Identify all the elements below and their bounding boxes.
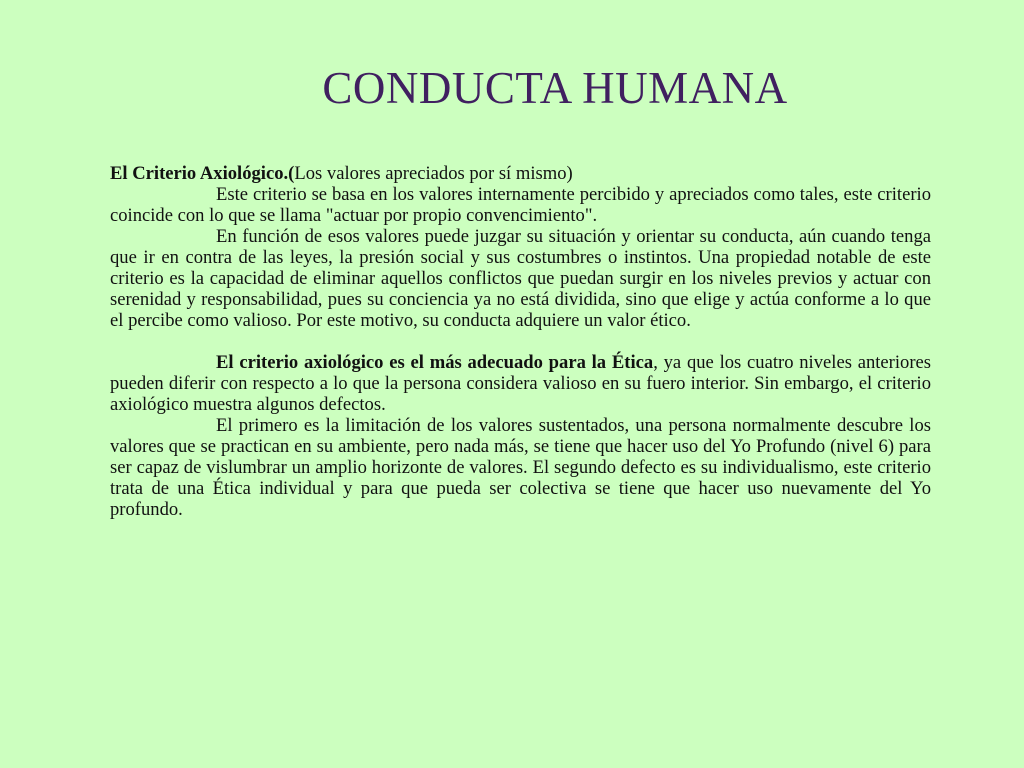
paragraph-4: El primero es la limitación de los valores sustentados, una persona normalmente descubre los valores que se practican en su ambiente, pero nada más, se tiene que hacer uso del Yo Profundo (nivel 6) para ser capaz de vislumbrar un amplio horizonte de valores. El segundo defecto es su individualismo, este criterio trata de una Ética individual y para que pueda ser colectiva se tiene que hacer uso nuevamente del Yo profundo. bbox=[110, 415, 931, 520]
slide-body bbox=[110, 163, 931, 520]
paragraph-2: En función de esos valores puede juzgar su situación y orientar su conducta, aún cuando tenga que ir en contra de las leyes, la presión social y sus costumbres o instintos. Una propiedad notable de este criterio es la capacidad de eliminar aquellos conflictos que puedan surgir en los niveles previos y actuar con serenidad y responsabilidad, pues su conciencia ya no está dividida, sino que elige y actúa conforme a lo que el percibe como valioso. Por este motivo, su conducta adquiere un valor ético. bbox=[110, 226, 931, 331]
paragraph-3-bold: El criterio axiológico es el más adecuado para la Ética bbox=[216, 352, 654, 373]
section-heading bbox=[110, 163, 931, 184]
paragraph-3-normal: , ya que los cuatro niveles anteriores pueden diferir con respecto a lo que la persona considera valioso en su fuero interior. Sin embargo, el criterio axiológico muestra algunos defectos. bbox=[110, 352, 932, 415]
paragraph-3 bbox=[110, 352, 931, 415]
paragraph-spacer bbox=[110, 331, 931, 352]
paragraph-1: Este criterio se basa en los valores internamente percibido y apreciados como tales, este criterio coincide con lo que se llama "actuar por propio convencimiento". bbox=[110, 184, 931, 226]
section-heading-normal: Los valores apreciados por sí mismo) bbox=[294, 163, 573, 184]
slide-title: CONDUCTA HUMANA bbox=[322, 63, 788, 113]
section-heading-bold: El Criterio Axiológico.( bbox=[110, 163, 295, 184]
